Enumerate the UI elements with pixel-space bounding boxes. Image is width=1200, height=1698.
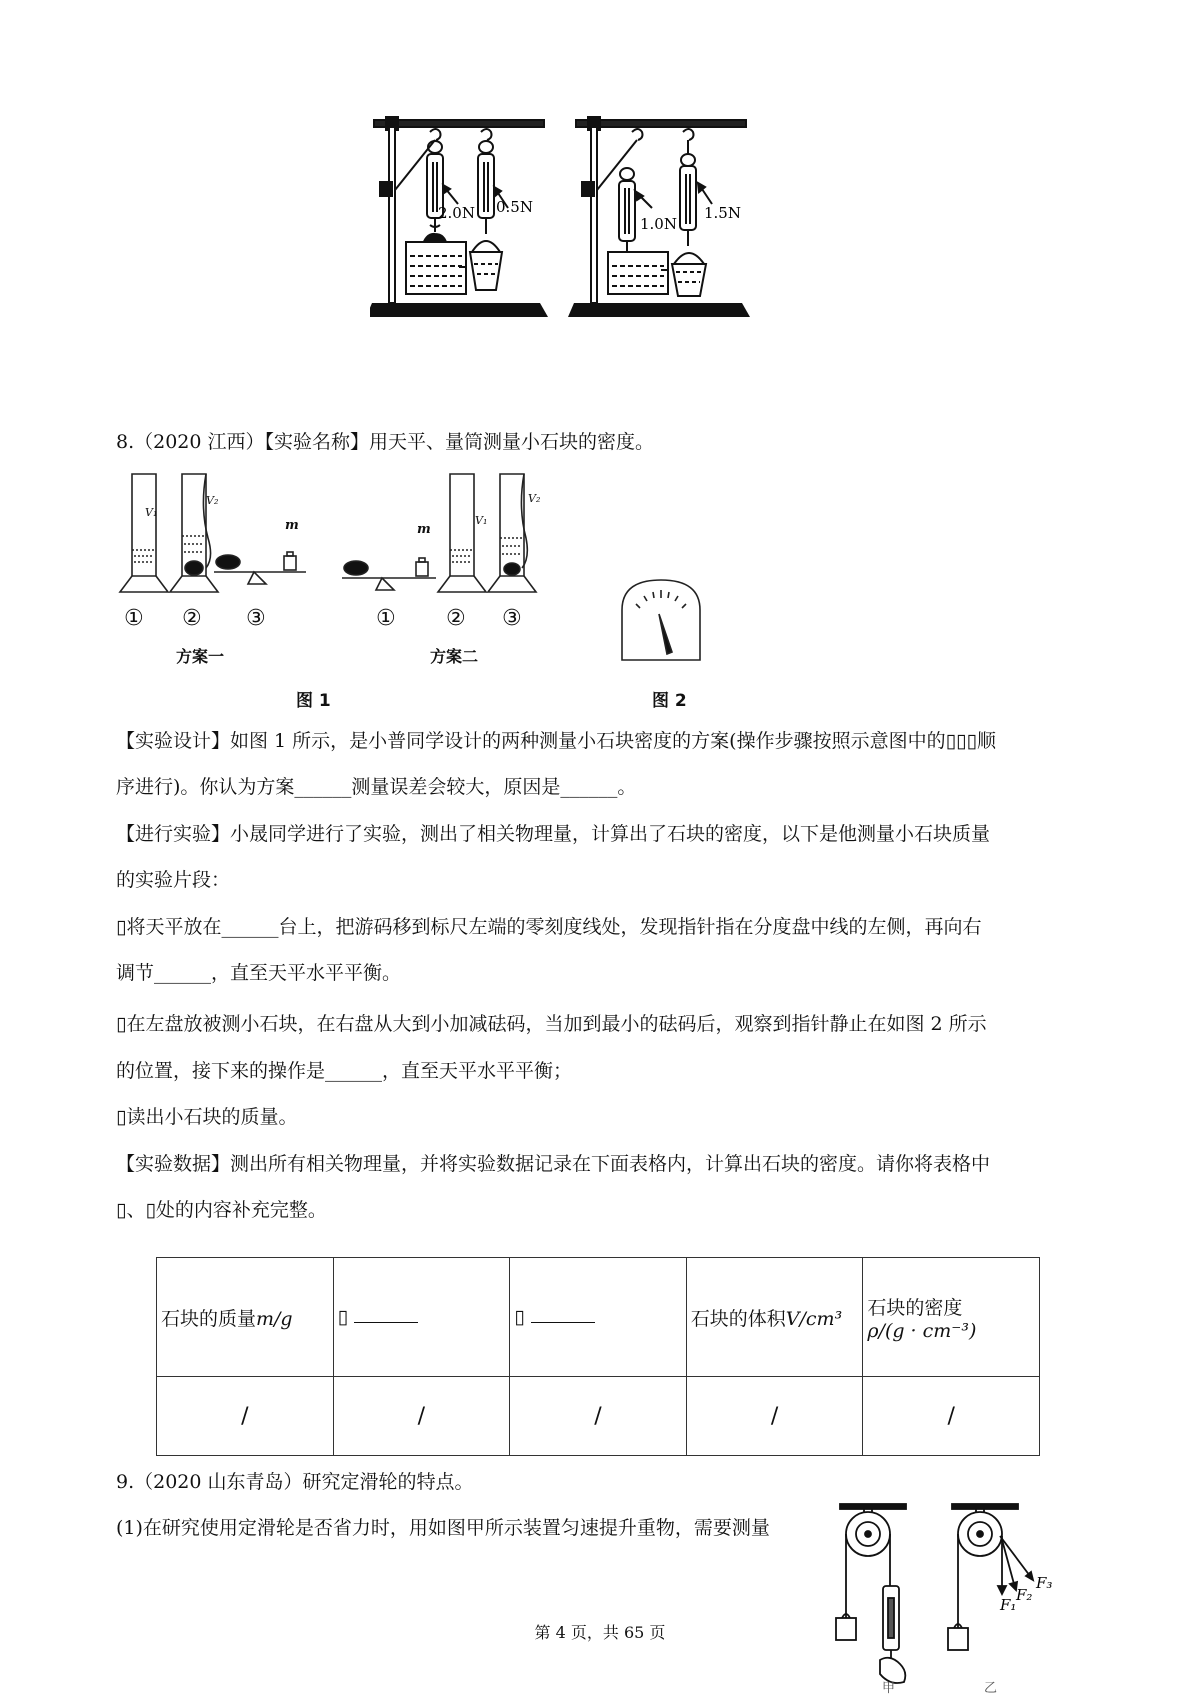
caption-jia: 甲 [882, 1681, 896, 1696]
q8-step2-line1: ▯在左盘放被测小石块，在右盘从大到小加减砝码，当加到最小的砝码后，观察到指针静止在如图 2 所示 [116, 1013, 987, 1035]
caption-yi: 乙 [984, 1681, 998, 1696]
step-1-s1: ① [124, 606, 144, 631]
q8-proc-line1: 【进行实验】小晟同学进行了实验，测出了相关物理量，计算出了石块的密度，以下是他测量小石块质量 [116, 823, 991, 845]
v2-label-s1: V₂ [206, 494, 219, 507]
pulley-figures [820, 1500, 1080, 1696]
top-experiment-figure [370, 112, 750, 346]
q9-stem: 9.（2020 山东青岛）研究定滑轮的特点。 [116, 1471, 474, 1493]
label-F3: F₃ [1036, 1574, 1053, 1592]
reading-1N: 1.0N [640, 215, 677, 233]
header-mass: 石块的质量m/g [157, 1258, 334, 1377]
step-2-s1: ② [182, 606, 202, 631]
reading-05N: 0.5N [496, 198, 533, 216]
header-blank-2: ▯ [510, 1258, 687, 1377]
step-3-s1: ③ [246, 606, 266, 631]
q8-stem: 8.（2020 江西）【实验名称】用天平、量筒测量小石块的密度。 [116, 431, 655, 453]
table-row [157, 1377, 1040, 1456]
q8-step1-line1: ▯将天平放在______台上，把游码移到标尺左端的零刻度线处，发现指针指在分度盘中线的左侧，再向右 [116, 916, 982, 938]
q8-data-line2: ▯、▯处的内容补充完整。 [116, 1199, 327, 1221]
q8-proc-line2: 的实验片段： [116, 869, 231, 891]
v1-label-s1: V₁ [145, 506, 158, 519]
header-blank-1: ▯ [333, 1258, 510, 1377]
table-cell: / [863, 1377, 1040, 1456]
reading-2N: 2.0N [438, 204, 475, 222]
step-3-s2: ③ [502, 606, 522, 631]
table-cell: / [510, 1377, 687, 1456]
table-cell: / [157, 1377, 334, 1456]
q9-part1: (1)在研究使用定滑轮是否省力时，用如图甲所示装置匀速提升重物，需要测量 [116, 1517, 770, 1539]
page-footer: 第 4 页，共 65 页 [534, 1623, 666, 1642]
figure-1 [116, 468, 686, 628]
reading-15N: 1.5N [704, 204, 741, 222]
m-label-s1: m [285, 518, 299, 533]
label-F2: F₂ [1016, 1586, 1033, 1604]
figure-1-caption: 图 1 [296, 691, 331, 711]
v1-label-s2: V₁ [475, 514, 488, 527]
scheme-2-label: 方案二 [430, 647, 479, 666]
figure-2-dial [618, 574, 704, 664]
table-cell: / [686, 1377, 863, 1456]
q8-step3: ▯读出小石块的质量。 [116, 1106, 298, 1128]
q8-design-line2: 序进行)。你认为方案______测量误差会较大，原因是______。 [116, 776, 637, 798]
step-1-s2: ① [376, 606, 396, 631]
figure-2-caption: 图 2 [652, 691, 687, 711]
v2-label-s2: V₂ [528, 492, 541, 505]
q8-data-table [156, 1257, 1040, 1456]
q8-step2-line2: 的位置，接下来的操作是______，直至天平水平平衡； [116, 1060, 573, 1082]
m-label-s2: m [417, 522, 431, 537]
step-2-s2: ② [446, 606, 466, 631]
label-F1-a: F₁ [1000, 1596, 1017, 1614]
scheme-1-label: 方案一 [176, 647, 225, 666]
header-density: 石块的密度 ρ/(g · cm⁻³) [863, 1258, 1040, 1377]
table-cell: / [333, 1377, 510, 1456]
q8-design-line1: 【实验设计】如图 1 所示，是小普同学设计的两种测量小石块密度的方案(操作步骤按照示意图中的▯▯▯顺 [116, 730, 996, 752]
q8-step1-line2: 调节______，直至天平水平平衡。 [116, 962, 402, 984]
q8-data-line1: 【实验数据】测出所有相关物理量，并将实验数据记录在下面表格内，计算出石块的密度。请你将表格中 [116, 1153, 991, 1175]
header-volume: 石块的体积V/cm³ [686, 1258, 863, 1377]
table-header-row [157, 1258, 1040, 1377]
